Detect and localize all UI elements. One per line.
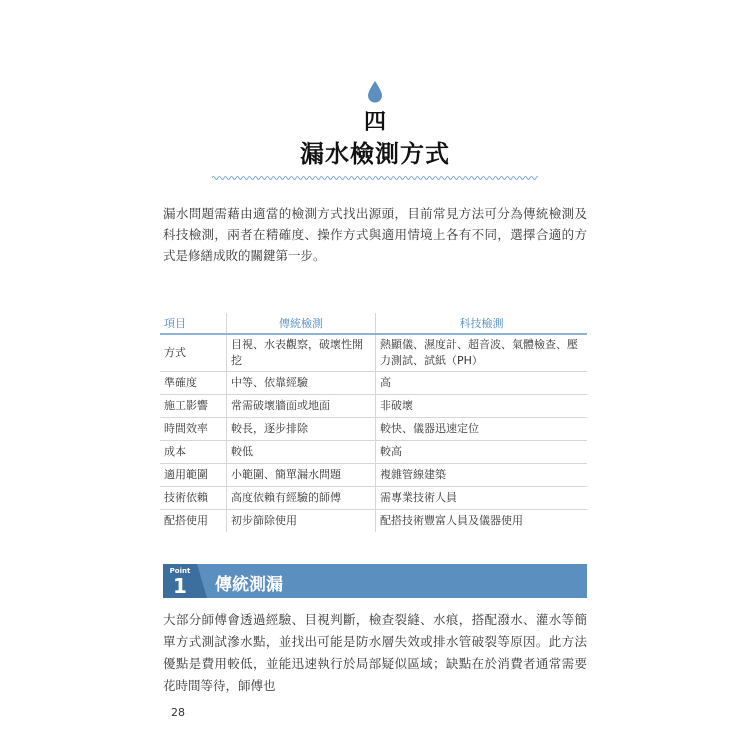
table-cell: 技術依賴 bbox=[160, 487, 227, 510]
table-row bbox=[160, 334, 587, 372]
table-cell: 配搭使用 bbox=[160, 510, 227, 533]
point-badge bbox=[163, 564, 197, 598]
table-cell: 成本 bbox=[160, 441, 227, 464]
table-cell: 時間效率 bbox=[160, 418, 227, 441]
table-cell: 適用範圍 bbox=[160, 464, 227, 487]
body-paragraph: 大部分師傅會透過經驗、目視判斷，檢查裂縫、水痕，搭配潑水、灌水等簡單方式測試滲水點，並找出可能是防水層失效或排水管破裂等原因。此方法優點是費用較低，並能迅速執行於局部疑似區域；缺點在於消費者通常需要花時間等待，師傅也 bbox=[163, 612, 587, 693]
table-cell: 準確度 bbox=[160, 372, 227, 395]
header-technology: 科技檢測 bbox=[376, 313, 588, 334]
table-cell: 施工影響 bbox=[160, 395, 227, 418]
point-label: Point bbox=[169, 567, 191, 575]
intro-paragraph: 漏水問題需藉由適當的檢測方式找出源頭，目前常見方法可分為傳統檢測及科技檢測，兩者在精確度、操作方式與適用情境上各有不同，選擇合適的方式是修繕成敗的關鍵第一步。 bbox=[163, 206, 587, 263]
table-row bbox=[160, 418, 587, 441]
chapter-number: 四 bbox=[363, 110, 386, 135]
table-cell: 較高 bbox=[376, 441, 588, 464]
header-item: 項目 bbox=[160, 313, 227, 334]
table-cell: 較長，逐步排除 bbox=[227, 418, 376, 441]
section-title: 傳統測漏 bbox=[215, 575, 283, 595]
point-number: 1 bbox=[173, 574, 187, 598]
table-cell: 熱顯儀、濕度計、超音波、氣體檢查、壓力測試、試紙（PH） bbox=[376, 334, 588, 372]
table-cell: 配搭技術豐富人員及儀器使用 bbox=[380, 514, 523, 527]
table-header-row bbox=[160, 313, 587, 334]
table-cell: 需專業技術人員 bbox=[376, 487, 588, 510]
table-cell: 常需破壞牆面或地面 bbox=[227, 395, 376, 418]
table-cell: 高度依賴有經驗的師傅 bbox=[227, 487, 376, 510]
table-row bbox=[160, 372, 587, 395]
water-drop-icon bbox=[367, 80, 383, 104]
comparison-table bbox=[160, 313, 587, 532]
table-cell: 目視、水表觀察，破壞性開挖 bbox=[227, 334, 376, 372]
table-row bbox=[160, 510, 587, 533]
chapter-title: 漏水檢測方式 bbox=[300, 140, 450, 168]
table-cell: 高 bbox=[376, 372, 588, 395]
table-row bbox=[160, 441, 587, 464]
table-cell: 較低 bbox=[227, 441, 376, 464]
wave-divider bbox=[212, 174, 538, 182]
page-number: 28 bbox=[171, 706, 185, 719]
table-cell: 中等、依靠經驗 bbox=[227, 372, 376, 395]
table-row bbox=[160, 487, 587, 510]
header-traditional: 傳統檢測 bbox=[227, 313, 376, 334]
table-cell: 較快、儀器迅速定位 bbox=[376, 418, 588, 441]
table-cell: 初步篩除使用 bbox=[227, 510, 376, 533]
table-cell: 小範圍、簡單漏水問題 bbox=[227, 464, 376, 487]
banner-notch bbox=[197, 564, 207, 598]
table-cell: 方式 bbox=[160, 334, 227, 372]
table-row bbox=[160, 464, 587, 487]
point-section-banner bbox=[163, 564, 587, 598]
table-cell: 非破壞 bbox=[376, 395, 588, 418]
table-cell: 複雜管線建築 bbox=[376, 464, 588, 487]
table-row bbox=[160, 395, 587, 418]
